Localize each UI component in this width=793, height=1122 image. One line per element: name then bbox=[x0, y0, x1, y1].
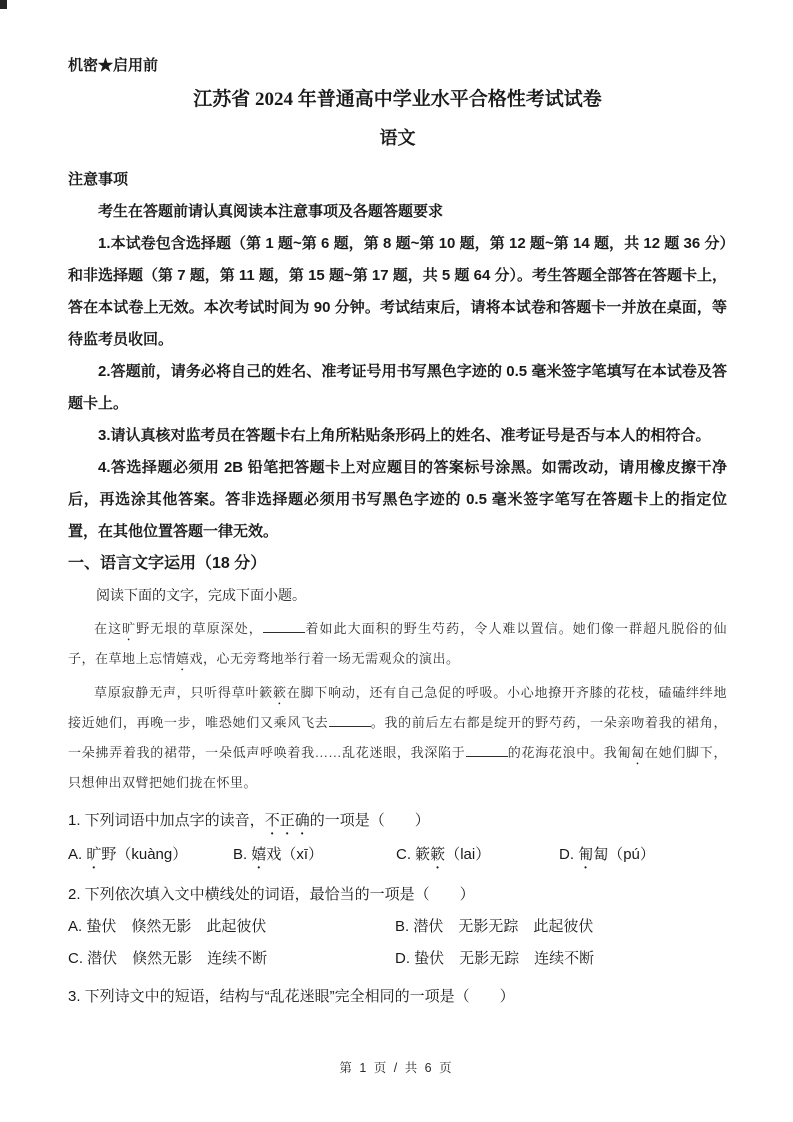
notice-section bbox=[68, 164, 727, 548]
notice-item-3: 3.请认真核对监考员在答题卡右上角所粘贴条形码上的姓名、准考证号是否与本人的相符合。 bbox=[98, 427, 711, 444]
question-1-options bbox=[68, 840, 727, 872]
question-1-option-c: C. 簌簌（lai） bbox=[396, 846, 491, 863]
question-2-option-c: C. 潜伏 倏然无影 连续不断 bbox=[68, 950, 268, 967]
question-1-option-d: D. 匍匐（pú） bbox=[559, 846, 655, 863]
classification-label: 机密★启用前 bbox=[68, 57, 159, 74]
question-2-stem: 2. 下列依次填入文中横线处的词语，最恰当的一项是（ ） bbox=[68, 886, 475, 903]
subject-title: 语文 bbox=[379, 128, 416, 148]
notice-subheading: 考生在答题前请认真阅读本注意事项及各题答题要求 bbox=[98, 203, 444, 220]
question-2-options bbox=[68, 912, 727, 974]
reading-passage bbox=[68, 614, 727, 798]
question-2-option-d: D. 蛰伏 无影无踪 连续不断 bbox=[395, 950, 595, 967]
reading-instruction: 阅读下面的文字，完成下面小题。 bbox=[96, 587, 306, 603]
notice-heading: 注意事项 bbox=[68, 171, 129, 188]
page-footer: 第 1 页 / 共 6 页 bbox=[339, 1061, 454, 1075]
question-1-option-b: B. 嬉戏（xī） bbox=[233, 846, 324, 863]
scan-artifact-mark bbox=[0, 0, 7, 9]
notice-item-2: 2.答题前，请务必将自己的姓名、准考证号用书写黑色字迹的 0.5 毫米签字笔填写在本试卷及答题卡上。 bbox=[68, 363, 727, 412]
passage-paragraph-2: 草原寂静无声，只听得草叶簌簌在脚下响动，还有自己急促的呼吸。小心地撩开齐膝的花枝，磕磕绊绊地接近她们，再晚一步，唯恐她们又乘风飞去 。我的前后左右都是绽开的野芍药，一朵亲吻着我的裙角，一朵拂弄着我的裙带，一朵低声呼唤着我……乱花迷眼，我深陷于 的花海花浪中。我匍匐在她们脚下，只想伸出双臂把她们拢在怀里。 bbox=[68, 685, 727, 790]
question-2-option-a: A. 蛰伏 倏然无影 此起彼伏 bbox=[68, 918, 267, 935]
section-1-heading: 一、语言文字运用（18 分） bbox=[68, 555, 267, 572]
notice-item-4: 4.答选择题必须用 2B 铅笔把答题卡上对应题目的答案标号涂黑。如需改动，请用橡皮擦干净后，再选涂其他答案。答非选择题必须用书写黑色字迹的 0.5 毫米签字笔写在答题卡上的指定位置，在其他位置答题一律无效。 bbox=[68, 459, 727, 540]
question-3 bbox=[68, 982, 727, 1012]
question-1-option-a: A. 旷野（kuàng） bbox=[68, 846, 188, 863]
question-2 bbox=[68, 880, 727, 974]
question-1-stem: 1. 下列词语中加点字的读音，不正确的一项是（ ） bbox=[68, 812, 430, 829]
notice-item-1: 1.本试卷包含选择题（第 1 题~第 6 题，第 8 题~第 10 题，第 12 题~第 14 题，共 12 题 36 分）和非选择题（第 7 题，第 11 题，第 15 题~第 17 题，共 5 题 64 分）。考生答题全部答在答题卡上，答在本试卷上无效。本次考试时间为 90 分钟。考试结束后，请将本试卷和答题卡一并放在桌面，等待监考员收回。 bbox=[68, 235, 727, 348]
exam-title: 江苏省 2024 年普通高中学业水平合格性考试试卷 bbox=[193, 89, 602, 110]
question-3-stem: 3. 下列诗文中的短语，结构与“乱花迷眼”完全相同的一项是（ ） bbox=[68, 988, 515, 1005]
question-1 bbox=[68, 806, 727, 872]
passage-paragraph-1: 在这旷野无垠的草原深处， 着如此大面积的野生芍药，令人难以置信。她们像一群超凡脱俗的仙子，在草地上忘情嬉戏，心无旁骛地举行着一场无需观众的演出。 bbox=[68, 621, 727, 666]
question-2-option-b: B. 潜伏 无影无踪 此起彼伏 bbox=[395, 918, 594, 935]
